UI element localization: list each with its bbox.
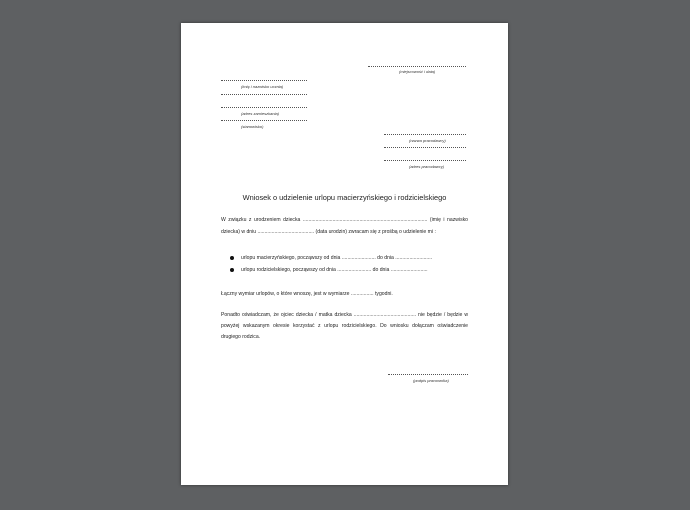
employer-address-dots [384, 147, 466, 148]
signature-dots [388, 374, 468, 375]
document-title: Wniosek o udzielenie urlopu macierzyńskiego i rodzicielskiego [242, 193, 447, 202]
declaration-paragraph: Ponadto oświadczam, że ojciec dziecka / matka dziecka ............................................ nie będzie / będzie w powyżej wskazanym okresie korzystać z urlopu rodzicielskiego. Do wniosku dołączam oświadczenie drugiego rodzica. [221, 312, 468, 340]
place-date-dots [368, 66, 466, 67]
total-leave-paragraph: Łączny wymiar urlopów, o które wnoszę, jest w wymiarze ................ tygodni. [221, 291, 393, 297]
employer-address-dots-2 [384, 160, 466, 161]
employee-name-dots [221, 80, 307, 81]
employee-name-caption: (imię i nazwisko ucznia) [241, 84, 284, 89]
employee-id-dots [221, 120, 307, 121]
maternity-leave-line: urlopu macierzyńskiego, począwszy od dnia ........................ do dnia .......................... [241, 255, 433, 261]
parental-leave-line: urlopu rodzicielskiego, począwszy od dnia ........................ do dnia .......................... [241, 267, 428, 273]
bullet-icon [230, 256, 234, 260]
employee-id-caption: (stanowisko) [241, 124, 264, 129]
employer-name-caption: (nazwa pracodawcy) [409, 138, 446, 143]
employer-address-caption: (adres pracodawcy) [409, 164, 445, 169]
signature-caption: (podpis pracownika) [413, 378, 449, 383]
bullet-icon [230, 268, 234, 272]
workplace-caption: (adres zamieszkania) [241, 111, 280, 116]
workplace-dots-2 [221, 107, 307, 108]
employer-name-dots [384, 134, 466, 135]
request-paragraph: W związku z urodzeniem dziecka ........................................................................................ (imię i nazwisko dziecka) w dniu ........................................ (data urodzin) zwracam się z prośbą o udzielenie mi : [221, 217, 468, 235]
place-date-caption: (miejscowość i data) [399, 69, 436, 74]
workplace-dots [221, 94, 307, 95]
document-page [181, 23, 508, 485]
